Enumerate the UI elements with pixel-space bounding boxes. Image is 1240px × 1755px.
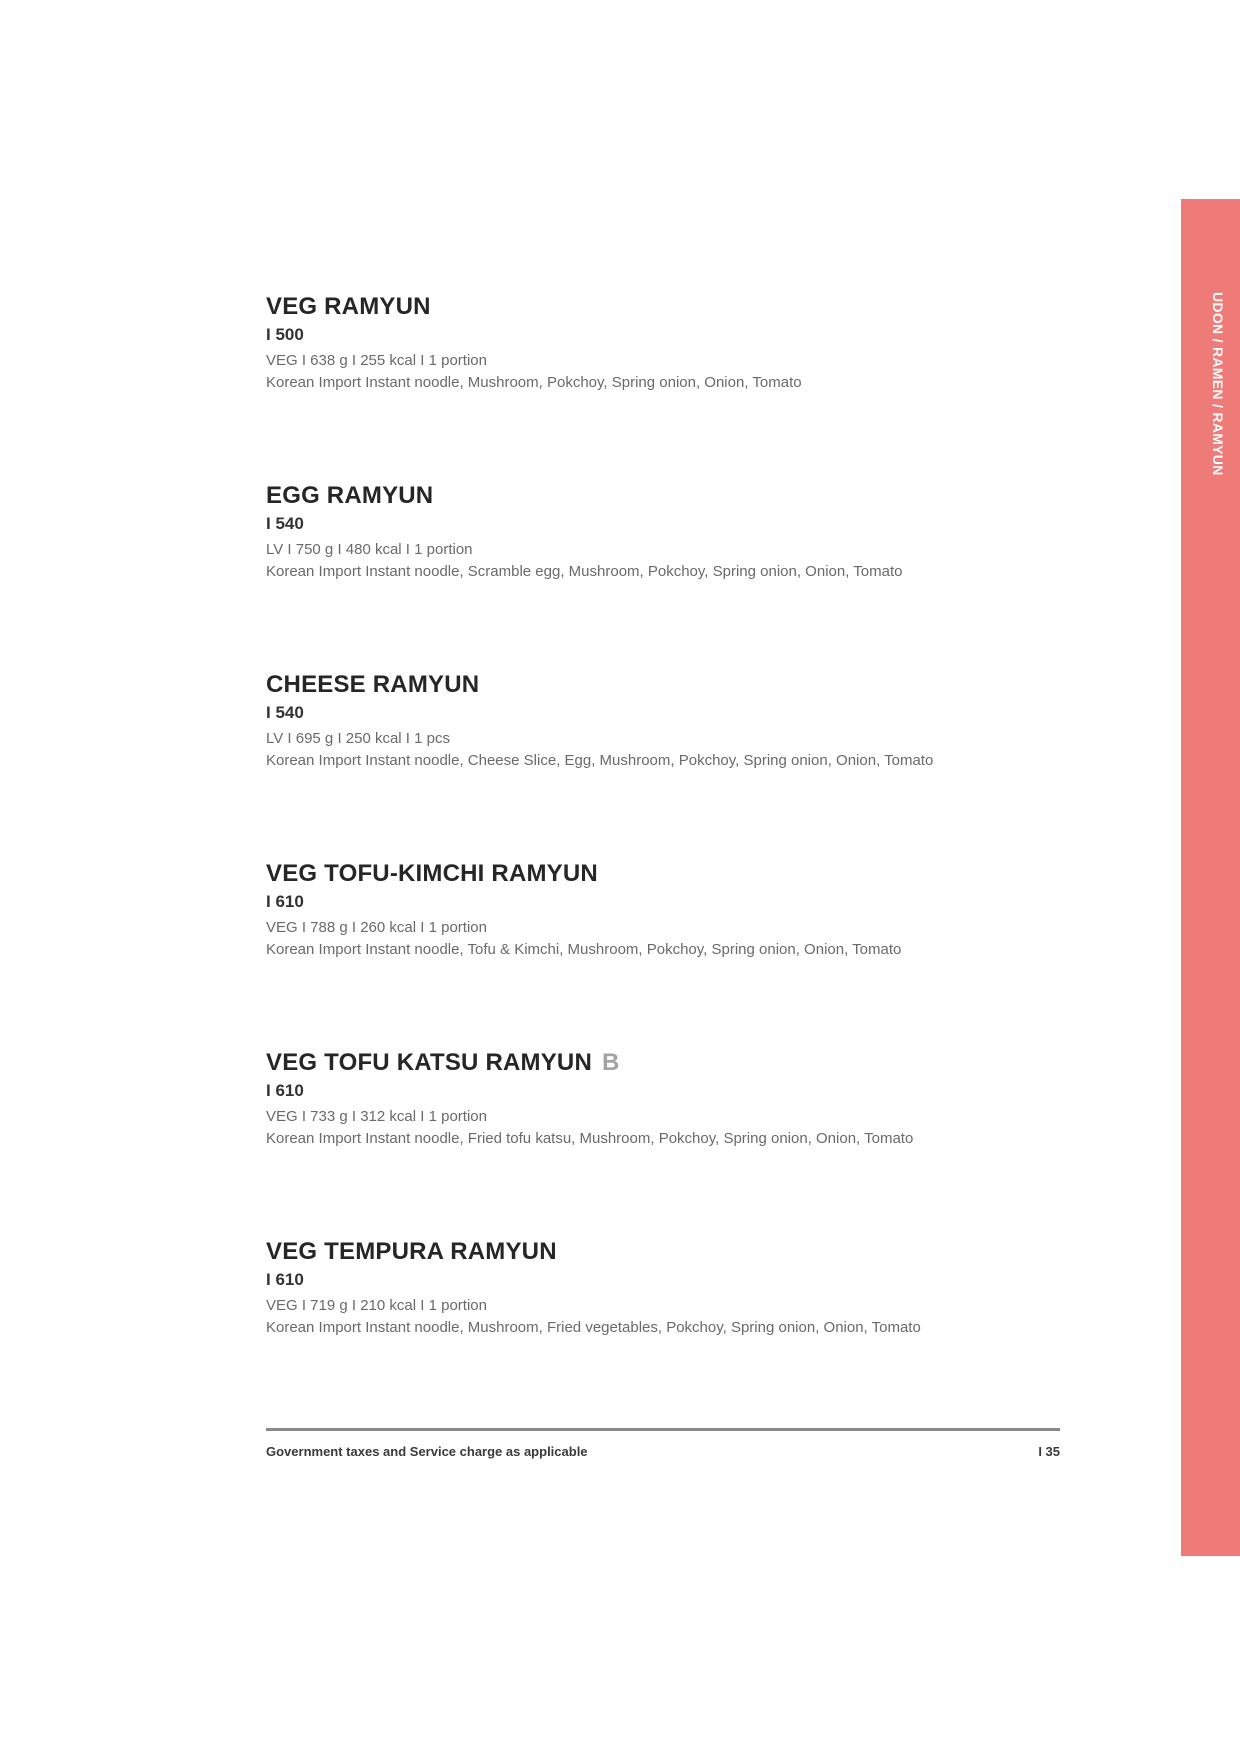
- item-title: [266, 1237, 1066, 1267]
- item-price: I 610: [266, 892, 304, 911]
- item-price: I 610: [266, 1270, 304, 1289]
- menu-item-veg-tempura-ramyun: [266, 1237, 1066, 1426]
- menu-item-egg-ramyun: [266, 481, 1066, 670]
- menu-item-cheese-ramyun: [266, 670, 1066, 859]
- item-meta: LV I 695 g I 250 kcal I 1 pcs: [266, 730, 450, 747]
- item-ingredients: Korean Import Instant noodle, Mushroom, Fried vegetables, Pokchoy, Spring onion, Onion, Tomato: [266, 1319, 921, 1336]
- item-meta: VEG I 733 g I 312 kcal I 1 portion: [266, 1108, 487, 1125]
- item-name: EGG RAMYUN: [266, 482, 434, 509]
- section-tab-label: UDON / RAMEN / RAMYUN: [1210, 292, 1226, 476]
- item-title: [266, 292, 1066, 322]
- item-price: I 500: [266, 325, 304, 344]
- item-ingredients: Korean Import Instant noodle, Cheese Slice, Egg, Mushroom, Pokchoy, Spring onion, Onion, Tomato: [266, 752, 934, 769]
- item-name: VEG RAMYUN: [266, 293, 431, 320]
- item-ingredients: Korean Import Instant noodle, Scramble egg, Mushroom, Pokchoy, Spring onion, Onion, Tomato: [266, 563, 903, 580]
- item-meta: VEG I 788 g I 260 kcal I 1 portion: [266, 919, 487, 936]
- item-ingredients: Korean Import Instant noodle, Mushroom, Pokchoy, Spring onion, Onion, Tomato: [266, 374, 802, 391]
- item-meta: VEG I 638 g I 255 kcal I 1 portion: [266, 352, 487, 369]
- footer-divider: [266, 1428, 1060, 1431]
- menu-list: [266, 292, 1066, 1426]
- item-title: [266, 670, 1066, 700]
- item-ingredients: Korean Import Instant noodle, Tofu & Kimchi, Mushroom, Pokchoy, Spring onion, Onion, Tomato: [266, 941, 902, 958]
- item-name: VEG TOFU-KIMCHI RAMYUN: [266, 860, 598, 887]
- item-price: I 610: [266, 1081, 304, 1100]
- page-number: I 35: [1038, 1444, 1060, 1459]
- item-title: [266, 481, 1066, 511]
- menu-item-veg-ramyun: [266, 292, 1066, 481]
- item-price: I 540: [266, 514, 304, 533]
- menu-item-veg-tofu-kimchi-ramyun: [266, 859, 1066, 1048]
- item-badge: B: [602, 1049, 620, 1076]
- item-name: VEG TOFU KATSU RAMYUN: [266, 1049, 592, 1076]
- item-meta: LV I 750 g I 480 kcal I 1 portion: [266, 541, 473, 558]
- item-meta: VEG I 719 g I 210 kcal I 1 portion: [266, 1297, 487, 1314]
- item-price: I 540: [266, 703, 304, 722]
- item-name: VEG TEMPURA RAMYUN: [266, 1238, 557, 1265]
- item-ingredients: Korean Import Instant noodle, Fried tofu katsu, Mushroom, Pokchoy, Spring onion, Onion, Tomato: [266, 1130, 914, 1147]
- footer-note: Government taxes and Service charge as applicable: [266, 1444, 588, 1459]
- menu-item-veg-tofu-katsu-ramyun: [266, 1048, 1066, 1237]
- item-title: [266, 859, 1066, 889]
- item-title: [266, 1048, 1066, 1078]
- item-name: CHEESE RAMYUN: [266, 671, 480, 698]
